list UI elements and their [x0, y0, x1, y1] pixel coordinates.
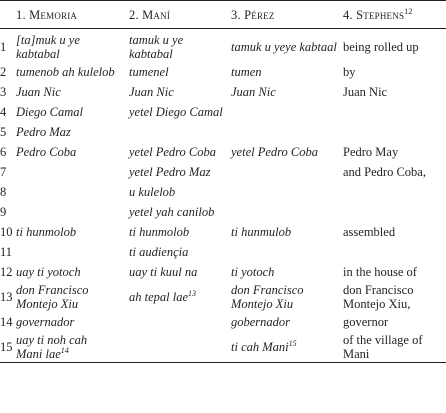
cell-text: and Pedro Coba,: [343, 164, 426, 179]
footnote-ref: 15: [288, 338, 297, 348]
cell-text: governor: [343, 314, 389, 329]
cell-text: of the village of: [343, 332, 423, 347]
cell-text: yetel Diego Camal: [129, 104, 223, 119]
cell-mani: [129, 222, 231, 242]
cell-memoria: [16, 282, 129, 312]
cell-text: ti audiençia: [129, 244, 189, 259]
line-number: 15: [0, 332, 16, 363]
cell-stephens: [343, 222, 446, 242]
cell-memoria: [16, 262, 129, 282]
cell-mani: [129, 202, 231, 222]
cell-text: being rolled up: [343, 39, 419, 54]
cell-mani: [129, 122, 231, 142]
cell-mani: [129, 242, 231, 262]
cell-text: u kulelob: [129, 184, 176, 199]
cell-perez: [231, 142, 343, 162]
cell-perez: [231, 312, 343, 332]
table-row: [0, 122, 446, 142]
cell-text: by: [343, 64, 356, 79]
cell-text: ti cah Mani: [231, 339, 289, 354]
line-number: 3: [0, 84, 7, 99]
cell-stephens: [343, 332, 446, 363]
header-spacer: [0, 1, 16, 29]
line-number: 11: [0, 244, 13, 259]
cell-stephens: [343, 102, 446, 122]
cell-mani: [129, 102, 231, 122]
cell-text: Juan Nic: [231, 84, 276, 99]
cell-perez: [231, 62, 343, 82]
cell-text: yetel Pedro Maz: [129, 164, 211, 179]
cell-stephens: [343, 182, 446, 202]
cell-memoria: [16, 162, 129, 182]
cell-text: don Francisco: [231, 282, 304, 297]
cell-mani: [129, 162, 231, 182]
cell-stephens: [343, 29, 446, 63]
cell-memoria: [16, 312, 129, 332]
table-row: [0, 82, 446, 102]
cell-perez: [231, 82, 343, 102]
cell-perez: [231, 102, 343, 122]
cell-text: yetel Pedro Coba: [129, 144, 217, 159]
line-number: 1: [0, 39, 7, 54]
cell-text: Montejo Xiu: [16, 297, 79, 311]
header-stephens: 4. Stephens$^{12}$: [343, 1, 446, 29]
footnote-ref-12: 12: [404, 6, 413, 16]
cell-text: in the house of: [343, 264, 417, 279]
header-memoria: 1. Memoria: [16, 1, 129, 29]
cell-memoria: [16, 122, 129, 142]
line-number: 8: [0, 184, 7, 199]
cell-memoria: [16, 29, 129, 63]
cell-perez: [231, 29, 343, 63]
cell-text: Juan Nic: [343, 84, 388, 99]
header-perez: 3. Pérez: [231, 1, 343, 29]
cell-stephens: [343, 162, 446, 182]
cell-text: Diego Camal: [16, 104, 84, 119]
cell-text: ah tepal lae: [129, 289, 189, 304]
cell-perez: [231, 182, 343, 202]
cell-mani: [129, 332, 231, 363]
table-row: [0, 202, 446, 222]
table-row: [0, 62, 446, 82]
table-row: [0, 222, 446, 242]
cell-perez: [231, 282, 343, 312]
cell-text: Juan Nic: [16, 84, 61, 99]
footnote-ref: 14: [60, 345, 69, 355]
line-number: 14: [0, 314, 13, 329]
cell-stephens: [343, 282, 446, 312]
cell-stephens: [343, 142, 446, 162]
cell-text: Pedro Coba: [16, 144, 77, 159]
table-header-row: [0, 1, 446, 29]
line-number: 6: [0, 144, 7, 159]
line-number: 13: [0, 289, 13, 304]
cell-text: yetel Pedro Coba: [231, 144, 319, 159]
cell-text: Pedro Maz: [16, 124, 71, 139]
table-row: [0, 262, 446, 282]
cell-text: governador: [16, 314, 75, 329]
line-number: 5: [0, 124, 7, 139]
cell-text: Juan Nic: [129, 84, 174, 99]
cell-text: [ta]muk u ye: [16, 32, 80, 47]
cell-stephens: [343, 122, 446, 142]
cell-mani: [129, 82, 231, 102]
cell-text: uay ti kuul na: [129, 264, 198, 279]
cell-text: yetel yah canilob: [129, 204, 215, 219]
table-row: [0, 162, 446, 182]
cell-text: Montejo Xiu,: [343, 297, 411, 311]
cell-stephens: [343, 242, 446, 262]
cell-perez: [231, 332, 343, 363]
cell-stephens: [343, 262, 446, 282]
cell-memoria: [16, 332, 129, 363]
cell-mani: [129, 142, 231, 162]
cell-perez: [231, 222, 343, 242]
cell-text: don Francisco: [343, 282, 414, 297]
cell-text: tamuk u yeye kabtaal: [231, 39, 337, 54]
cell-memoria: [16, 82, 129, 102]
cell-text: uay ti noh cah: [16, 332, 88, 347]
table-row: [0, 332, 446, 363]
cell-text: ti hunmulob: [231, 224, 292, 239]
cell-text: ti hunmolob: [129, 224, 190, 239]
cell-perez: [231, 242, 343, 262]
line-number: 7: [0, 164, 7, 179]
cell-mani: [129, 182, 231, 202]
cell-memoria: [16, 102, 129, 122]
cell-mani: [129, 262, 231, 282]
cell-text: kabtabal: [16, 47, 60, 61]
table-row: [0, 182, 446, 202]
cell-text: Montejo Xiu: [231, 297, 294, 311]
cell-perez: [231, 122, 343, 142]
cell-text: tumen: [231, 64, 262, 79]
table-row: [0, 142, 446, 162]
table-row: [0, 102, 446, 122]
cell-text: assembled: [343, 224, 396, 239]
cell-stephens: [343, 62, 446, 82]
cell-memoria: [16, 142, 129, 162]
cell-mani: [129, 312, 231, 332]
cell-text: Mani: [343, 347, 370, 361]
cell-perez: [231, 262, 343, 282]
line-number: 2: [0, 64, 7, 79]
cell-text: kabtabal: [129, 47, 173, 61]
cell-text: tumenel: [129, 64, 169, 79]
table-row: [0, 282, 446, 312]
cell-memoria: [16, 242, 129, 262]
line-number: 4: [0, 104, 7, 119]
cell-stephens: [343, 312, 446, 332]
line-number: 10: [0, 224, 13, 239]
cell-perez: [231, 202, 343, 222]
cell-text: tumenob ah kulelob: [16, 64, 115, 79]
cell-text: gobernador: [231, 314, 291, 329]
line-number: 12: [0, 264, 13, 279]
cell-perez: [231, 162, 343, 182]
cell-text: uay ti yotoch: [16, 264, 81, 279]
cell-text: tamuk u ye: [129, 32, 184, 47]
cell-mani: [129, 282, 231, 312]
table-row: [0, 242, 446, 262]
cell-mani: [129, 62, 231, 82]
table-row: [0, 29, 446, 63]
cell-text: ti hunmolob: [16, 224, 77, 239]
table-body: [0, 29, 446, 363]
cell-memoria: [16, 222, 129, 242]
cell-text: ti yotoch: [231, 264, 275, 279]
cell-memoria: [16, 182, 129, 202]
cell-text: Mani lae: [16, 347, 61, 361]
cell-text: Pedro May: [343, 144, 399, 159]
cell-stephens: [343, 202, 446, 222]
cell-mani: [129, 29, 231, 63]
cell-text: don Francisco: [16, 282, 89, 297]
cell-memoria: [16, 202, 129, 222]
cell-stephens: [343, 82, 446, 102]
line-number: 9: [0, 204, 7, 219]
footnote-ref: 13: [188, 288, 197, 298]
cell-memoria: [16, 62, 129, 82]
table-row: [0, 312, 446, 332]
header-mani: 2. Maní: [129, 1, 231, 29]
